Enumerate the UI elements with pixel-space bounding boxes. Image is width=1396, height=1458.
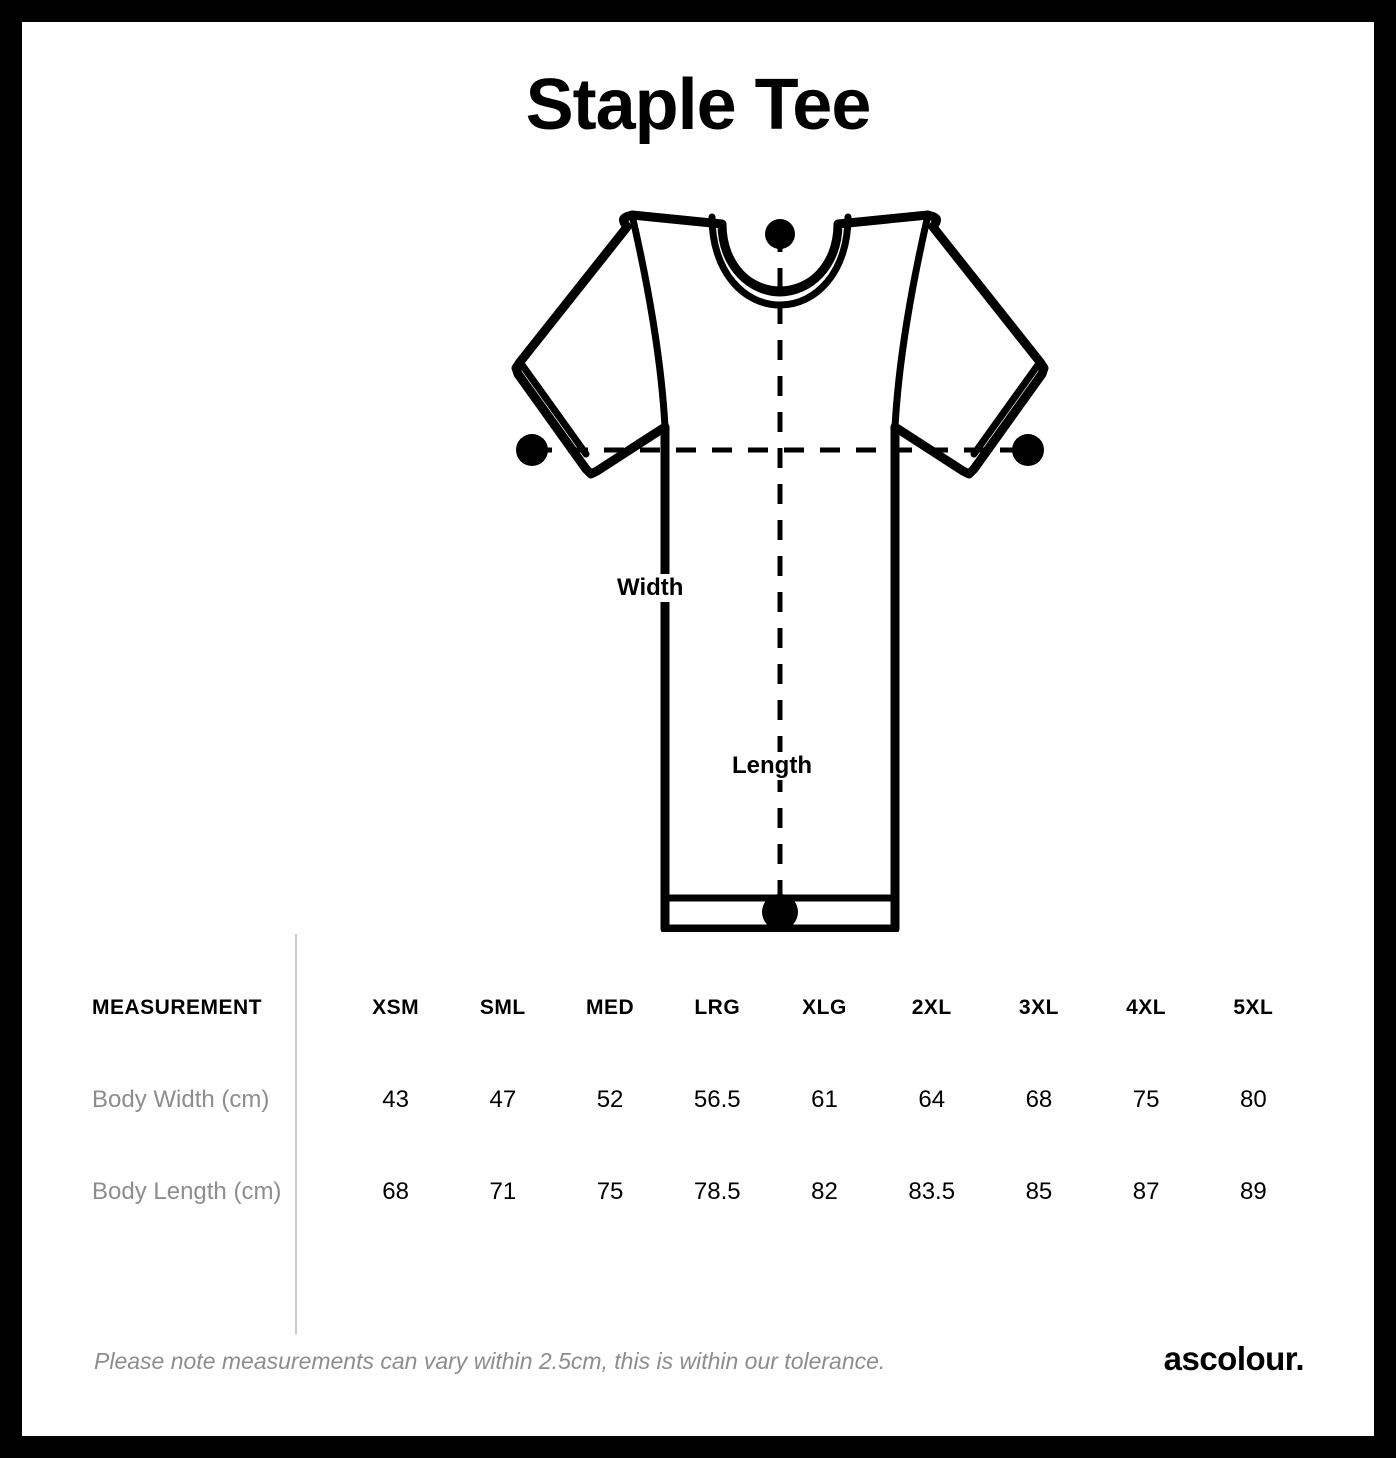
header-5xl: 5XL: [1233, 996, 1274, 1019]
row-label-body-width: Body Width (cm): [92, 1086, 270, 1113]
cell-body-length-xlg: 82: [811, 1178, 838, 1205]
page-title: Staple Tee: [525, 65, 871, 145]
header-xsm: XSM: [372, 996, 420, 1019]
width-label: Width: [607, 574, 693, 602]
size-table-wrapper: [92, 962, 1307, 1238]
header-4xl: 4XL: [1126, 996, 1167, 1019]
cell-body-length-2xl: 83.5: [908, 1178, 956, 1205]
table-header: [92, 962, 1307, 1054]
cell-body-width-2xl: 64: [918, 1086, 946, 1113]
cell-body-width-4xl: 75: [1132, 1086, 1160, 1113]
cell-body-width-5xl: 80: [1240, 1086, 1267, 1113]
cell-body-length-5xl: 89: [1240, 1178, 1267, 1205]
cell-body-width-3xl: 68: [1025, 1086, 1053, 1113]
header-2xl: 2XL: [911, 996, 952, 1019]
cell-body-length-xsm: 68: [382, 1178, 409, 1205]
cell-body-width-med: 52: [596, 1086, 624, 1113]
table-body: [92, 1054, 1307, 1238]
table-header-row: [92, 962, 1307, 1054]
size-guide-page: [22, 22, 1374, 1436]
tshirt-diagram: [22, 172, 1374, 932]
row-label-body-length: Body Length (cm): [92, 1178, 282, 1205]
cell-body-width-xlg: 61: [811, 1086, 838, 1113]
header-med: MED: [585, 996, 635, 1019]
cell-body-width-lrg: 56.5: [693, 1086, 741, 1113]
tolerance-note: Please note measurements can vary within 2.5cm, this is within our tolerance.: [94, 1348, 886, 1374]
header-xlg: XLG: [802, 996, 847, 1019]
cell-body-width-sml: 47: [489, 1086, 517, 1113]
cell-body-width-xsm: 43: [382, 1086, 409, 1113]
cell-body-length-3xl: 85: [1025, 1178, 1053, 1205]
cell-body-length-lrg: 78.5: [693, 1178, 741, 1205]
cell-body-length-sml: 71: [489, 1178, 517, 1205]
header-3xl: 3XL: [1018, 996, 1059, 1019]
table-row: [92, 1054, 1307, 1146]
length-label: Length: [722, 752, 822, 780]
cell-body-length-4xl: 87: [1132, 1178, 1160, 1205]
tshirt-svg: [22, 172, 1374, 932]
header-lrg: LRG: [694, 996, 741, 1019]
table-row: [92, 1146, 1307, 1238]
brand-logo: ascolour.: [1163, 1340, 1304, 1377]
header-measurement: MEASUREMENT: [92, 996, 263, 1019]
cell-body-length-med: 75: [596, 1178, 624, 1205]
header-sml: SML: [479, 996, 526, 1019]
size-table: [92, 962, 1307, 1238]
